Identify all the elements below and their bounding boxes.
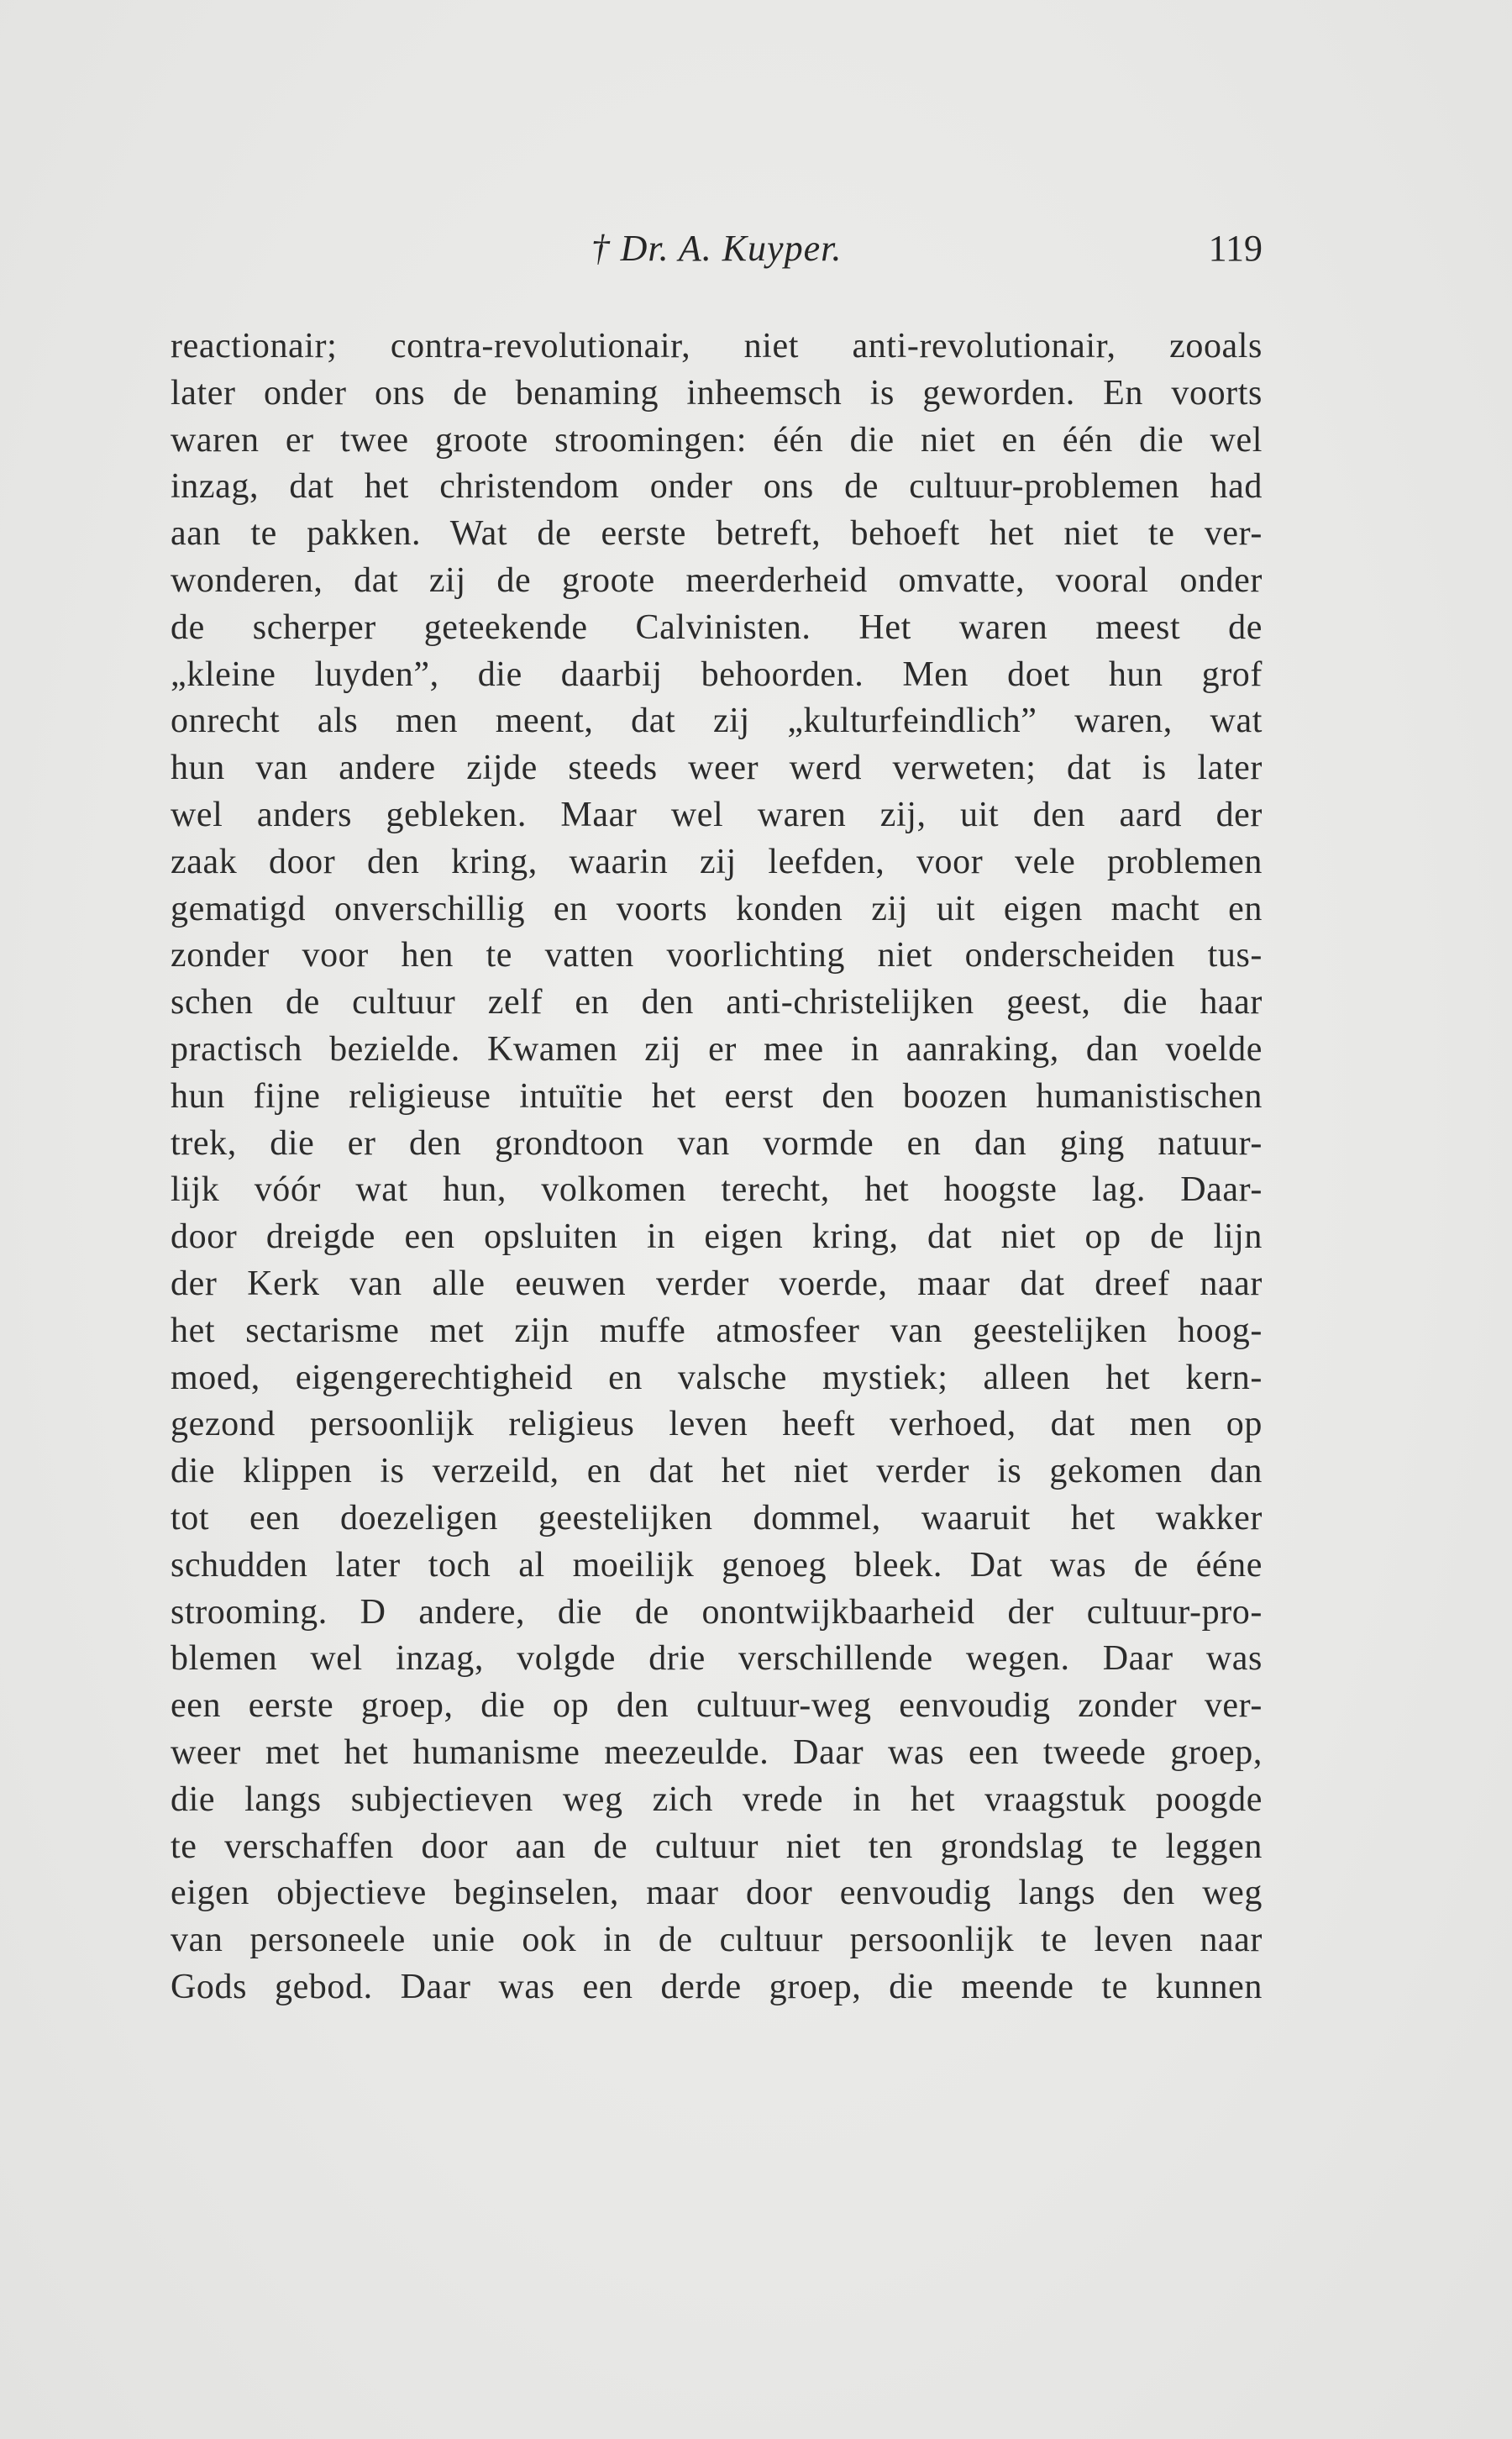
text-line: waren er twee groote stroomingen: één die niet en één die wel — [171, 420, 1263, 460]
text-line: hun fijne religieuse intuïtie het eerst den boozen humanistischen — [171, 1076, 1263, 1116]
text-line: schudden later toch al moeilijk genoeg bleek. Dat was de ééne — [171, 1545, 1263, 1585]
text-line: strooming. D andere, die de onontwijkbaarheid der cultuur-pro- — [171, 1592, 1263, 1632]
text-line: blemen wel inzag, volgde drie verschillende wegen. Daar was — [171, 1639, 1263, 1679]
text-line: het sectarisme met zijn muffe atmosfeer van geestelijken hoog- — [171, 1311, 1263, 1350]
text-line: die langs subjectieven weg zich vrede in het vraagstuk poogde — [171, 1779, 1263, 1819]
text-line: de scherper geteekende Calvinisten. Het waren meest de — [171, 607, 1263, 647]
text-line: wel anders gebleken. Maar wel waren zij, uit den aard der — [171, 795, 1263, 834]
text-line: aan te pakken. Wat de eerste betreft, behoeft het niet te ver- — [171, 514, 1263, 554]
running-title: † Dr. A. Kuyper. — [591, 228, 843, 269]
body-text — [171, 323, 1263, 2011]
running-head — [171, 227, 1263, 277]
text-line: te verschaffen door aan de cultuur niet ten grondslag te leggen — [171, 1827, 1263, 1866]
text-line: zonder voor hen te vatten voorlichting niet onderscheiden tus- — [171, 936, 1263, 975]
text-line: moed, eigengerechtigheid en valsche mystiek; alleen het kern- — [171, 1358, 1263, 1397]
text-line: inzag, dat het christendom onder ons de cultuur-problemen had — [171, 467, 1263, 507]
text-line: eigen objectieve beginselen, maar door eenvoudig langs den weg — [171, 1874, 1263, 1913]
text-line: der Kerk van alle eeuwen verder voerde, maar dat dreef naar — [171, 1264, 1263, 1303]
text-line: wonderen, dat zij de groote meerderheid omvatte, vooral onder — [171, 560, 1263, 600]
text-line: zaak door den kring, waarin zij leefden, voor vele problemen — [171, 842, 1263, 881]
text-line: door dreigde een opsluiten in eigen kring, dat niet op de lijn — [171, 1217, 1263, 1257]
text-line: weer met het humanisme meezeulde. Daar was een tweede groep, — [171, 1732, 1263, 1772]
text-line: tot een doezeligen geestelijken dommel, waaruit het wakker — [171, 1498, 1263, 1538]
text-line: „kleine luyden”, die daarbij behoorden. Men doet hun grof — [171, 654, 1263, 694]
text-line: die klippen is verzeild, en dat het niet verder is gekomen dan — [171, 1452, 1263, 1491]
page-number: 119 — [1208, 228, 1263, 269]
text-line: Gods gebod. Daar was een derde groep, die meende te kunnen — [171, 1967, 1263, 2006]
text-line: schen de cultuur zelf en den anti-christelijken geest, die haar — [171, 983, 1263, 1022]
text-line: gezond persoonlijk religieus leven heeft verhoed, dat men op — [171, 1405, 1263, 1444]
text-line: van personeele unie ook in de cultuur persoonlijk te leven naar — [171, 1921, 1263, 1960]
text-line: reactionair; contra-revolutionair, niet anti-revolutionair, zooals — [171, 327, 1263, 365]
text-line: trek, die er den grondtoon van vormde en dan ging natuur- — [171, 1123, 1263, 1163]
text-line: practisch bezielde. Kwamen zij er mee in aanraking, dan voelde — [171, 1029, 1263, 1069]
text-line: onrecht als men meent, dat zij „kulturfeindlich” waren, wat — [171, 702, 1263, 741]
text-line: gematigd onverschillig en voorts konden zij uit eigen macht en — [171, 889, 1263, 928]
text-line: lijk vóór wat hun, volkomen terecht, het hoogste lag. Daar- — [171, 1170, 1263, 1210]
text-line: later onder ons de benaming inheemsch is geworden. En voorts — [171, 373, 1263, 413]
text-line: een eerste groep, die op den cultuur-weg eenvoudig zonder ver- — [171, 1686, 1263, 1726]
text-line: hun van andere zijde steeds weer werd verweten; dat is later — [171, 749, 1263, 788]
